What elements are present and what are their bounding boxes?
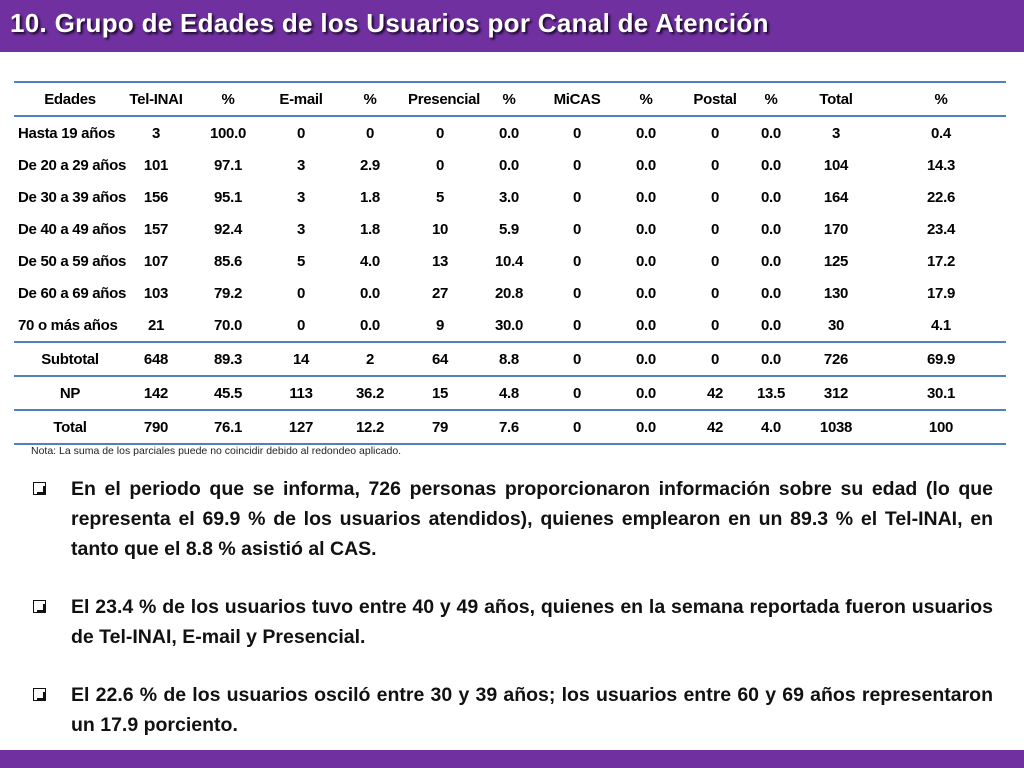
table-cell: 0 — [435, 124, 445, 142]
table-cell: 0.0 — [636, 284, 656, 302]
checkbox-bullet-icon — [33, 688, 46, 701]
table-cell: 79 — [431, 418, 449, 436]
table-cell: 0 — [572, 418, 582, 436]
column-header: Total — [819, 90, 853, 108]
table-cell: 0 — [572, 188, 582, 206]
footer-bar — [0, 750, 1024, 768]
checkbox-bullet-icon — [33, 482, 46, 495]
table-cell: 21 — [147, 316, 165, 334]
table-cell: 17.9 — [927, 284, 955, 302]
bullet-item — [30, 680, 993, 740]
table-row — [14, 245, 1006, 277]
column-header: E-mail — [279, 90, 323, 108]
row-label: De 20 a 29 años — [18, 156, 127, 174]
table-cell: 125 — [823, 252, 849, 270]
table-cell: 0.0 — [636, 188, 656, 206]
summary-row — [14, 342, 1006, 376]
table-cell: 0 — [296, 316, 306, 334]
table-cell: 4.0 — [360, 252, 380, 270]
table-cell: 45.5 — [214, 384, 242, 402]
column-header: MiCAS — [553, 90, 601, 108]
table-cell: 76.1 — [214, 418, 242, 436]
table-cell: 13 — [431, 252, 449, 270]
row-label: De 40 a 49 años — [18, 220, 127, 238]
table-cell: 100.0 — [209, 124, 247, 142]
table-cell: 130 — [823, 284, 849, 302]
table-header — [14, 82, 1006, 116]
bullet-text: El 23.4 % de los usuarios tuvo entre 40 y 49 años, quienes en la semana reportada fueron usuarios de Tel-INAI, E-mail y Presencial. — [71, 596, 993, 648]
table-cell: 20.8 — [495, 284, 523, 302]
row-label: De 30 a 39 años — [18, 188, 127, 206]
table-cell: 5.9 — [499, 220, 519, 238]
table-cell: 142 — [143, 384, 169, 402]
table-cell: 0.0 — [761, 316, 781, 334]
table-cell: 0 — [572, 316, 582, 334]
table-cell: 104 — [823, 156, 849, 174]
table-cell: 70.0 — [214, 316, 242, 334]
row-label: De 50 a 59 años — [18, 252, 127, 270]
table-cell: 107 — [143, 252, 169, 270]
table-cell: 5 — [296, 252, 306, 270]
bullet-text: El 22.6 % de los usuarios osciló entre 30 y 39 años; los usuarios entre 60 y 69 años representaron un 17.9 porciento. — [71, 684, 993, 736]
table-cell: 4.1 — [931, 316, 951, 334]
table-cell: 15 — [431, 384, 449, 402]
table-cell: 10 — [431, 220, 449, 238]
table-cell: 30 — [827, 316, 845, 334]
table-cell: 0 — [572, 124, 582, 142]
table-cell: 0 — [435, 156, 445, 174]
table-cell: 22.6 — [927, 188, 955, 206]
table-cell: 0 — [710, 188, 720, 206]
table-row — [14, 213, 1006, 245]
column-header: % — [363, 90, 377, 108]
table-cell: 42 — [706, 418, 724, 436]
table-cell: 0.0 — [636, 316, 656, 334]
table-cell: 101 — [143, 156, 169, 174]
table-cell: 0 — [710, 124, 720, 142]
table-cell: 0 — [710, 316, 720, 334]
column-header: % — [639, 90, 653, 108]
page-title: 10. Grupo de Edades de los Usuarios por Canal de Atención — [10, 8, 769, 38]
table-cell: 0 — [710, 220, 720, 238]
table-cell: 30.0 — [495, 316, 523, 334]
table-cell: 0.0 — [499, 156, 519, 174]
table-cell: 36.2 — [356, 384, 384, 402]
table-cell: 0 — [710, 252, 720, 270]
table-cell: 7.6 — [499, 418, 519, 436]
summary-row — [14, 410, 1006, 444]
table-body — [14, 116, 1006, 444]
column-header: Presencial — [408, 90, 481, 108]
table-cell: 0.4 — [931, 124, 951, 142]
table-cell: 156 — [143, 188, 169, 206]
table-cell: 726 — [823, 350, 849, 368]
table-cell: 0 — [296, 284, 306, 302]
table-cell: 0.0 — [499, 124, 519, 142]
table-cell: 92.4 — [214, 220, 242, 238]
title-bar — [0, 0, 1024, 52]
table-cell: 1.8 — [360, 188, 380, 206]
table-cell: 127 — [288, 418, 314, 436]
column-header: Tel-INAI — [129, 90, 183, 108]
table-cell: 0 — [572, 252, 582, 270]
table-cell: 14.3 — [927, 156, 955, 174]
table-cell: 0.0 — [761, 220, 781, 238]
table-cell: 170 — [823, 220, 849, 238]
table-cell: 0.0 — [636, 384, 656, 402]
table-cell: 0.0 — [761, 188, 781, 206]
table-cell: 3 — [296, 220, 306, 238]
table-cell: 0.0 — [360, 284, 380, 302]
table-cell: 1.8 — [360, 220, 380, 238]
table-cell: 89.3 — [214, 350, 242, 368]
table-cell: 3 — [296, 188, 306, 206]
bullet-text: En el periodo que se informa, 726 personas proporcionaron información sobre su edad (lo que representa el 69.9 % de los usuarios atendidos), quienes emplearon en un 89.3 % el Tel-INAI, en tanto que el 8.8 % asistió al CAS. — [71, 478, 993, 560]
table-cell: 100 — [928, 418, 954, 436]
checkbox-bullet-icon — [33, 600, 46, 613]
table-cell: 30.1 — [927, 384, 955, 402]
table-cell: 12.2 — [356, 418, 384, 436]
table-cell: 95.1 — [214, 188, 242, 206]
table-cell: 0.0 — [636, 156, 656, 174]
table-cell: 0 — [572, 156, 582, 174]
table-cell: 5 — [435, 188, 445, 206]
table-cell: 4.0 — [761, 418, 781, 436]
column-header: % — [221, 90, 235, 108]
bullet-item — [30, 474, 993, 564]
table-cell: 0.0 — [761, 252, 781, 270]
table-row — [14, 277, 1006, 309]
table-cell: 0.0 — [761, 284, 781, 302]
table-cell: 0.0 — [636, 220, 656, 238]
table-cell: 0.0 — [360, 316, 380, 334]
table-row — [14, 149, 1006, 181]
table-cell: 0 — [710, 284, 720, 302]
table-cell: 79.2 — [214, 284, 242, 302]
table-cell: 0.0 — [636, 418, 656, 436]
table-cell: 0.0 — [636, 350, 656, 368]
table-cell: 0 — [365, 124, 375, 142]
column-header: % — [502, 90, 516, 108]
row-label: 70 o más años — [18, 316, 118, 334]
table-cell: 164 — [823, 188, 849, 206]
table-cell: 42 — [706, 384, 724, 402]
table-cell: 1038 — [819, 418, 853, 436]
table-cell: 27 — [431, 284, 449, 302]
table-cell: 0 — [710, 350, 720, 368]
bullet-item — [30, 592, 993, 652]
summary-row — [14, 376, 1006, 410]
table-cell: 312 — [823, 384, 849, 402]
table-cell: 157 — [143, 220, 169, 238]
table-cell: 0 — [710, 156, 720, 174]
table-cell: 64 — [431, 350, 449, 368]
table-cell: 0 — [296, 124, 306, 142]
row-label: De 60 a 69 años — [18, 284, 127, 302]
table-cell: 23.4 — [927, 220, 955, 238]
table-cell: 0.0 — [761, 350, 781, 368]
row-label: Hasta 19 años — [18, 124, 115, 142]
age-group-table — [14, 81, 1006, 445]
table-footnote: Nota: La suma de los parciales puede no coincidir debido al redondeo aplicado. — [31, 445, 402, 457]
table-cell: 3 — [296, 156, 306, 174]
table-row — [14, 181, 1006, 213]
table-cell: 10.4 — [495, 252, 523, 270]
table-row — [14, 116, 1006, 149]
table-cell: 0.0 — [761, 124, 781, 142]
table-cell: 69.9 — [927, 350, 955, 368]
table-cell: 3 — [151, 124, 161, 142]
table-cell: 17.2 — [927, 252, 955, 270]
table-cell: 9 — [435, 316, 445, 334]
column-header: Postal — [693, 90, 737, 108]
row-label: NP — [59, 384, 81, 402]
table-cell: 0.0 — [761, 156, 781, 174]
table-cell: 0 — [572, 284, 582, 302]
table-cell: 3 — [831, 124, 841, 142]
table-cell: 13.5 — [757, 384, 785, 402]
table-cell: 0 — [572, 220, 582, 238]
table-row — [14, 309, 1006, 342]
table-cell: 790 — [143, 418, 169, 436]
table-cell: 2 — [365, 350, 375, 368]
table-cell: 0.0 — [636, 252, 656, 270]
header-row — [14, 82, 1006, 116]
table-cell: 85.6 — [214, 252, 242, 270]
row-label: Subtotal — [41, 350, 99, 368]
table-cell: 0 — [572, 384, 582, 402]
bullet-list — [30, 474, 993, 740]
table-cell: 113 — [289, 384, 313, 402]
table-cell: 4.8 — [499, 384, 519, 402]
table-cell: 0 — [572, 350, 582, 368]
table-cell: 103 — [143, 284, 169, 302]
table-cell: 0.0 — [636, 124, 656, 142]
column-header: % — [934, 90, 948, 108]
column-header: Edades — [44, 90, 96, 108]
table-cell: 648 — [143, 350, 169, 368]
table-cell: 3.0 — [499, 188, 519, 206]
table-cell: 97.1 — [214, 156, 242, 174]
age-group-table-container — [14, 81, 1006, 445]
column-header: % — [764, 90, 778, 108]
table-cell: 14 — [292, 350, 310, 368]
table-cell: 8.8 — [499, 350, 519, 368]
table-cell: 2.9 — [360, 156, 380, 174]
row-label: Total — [53, 418, 87, 436]
